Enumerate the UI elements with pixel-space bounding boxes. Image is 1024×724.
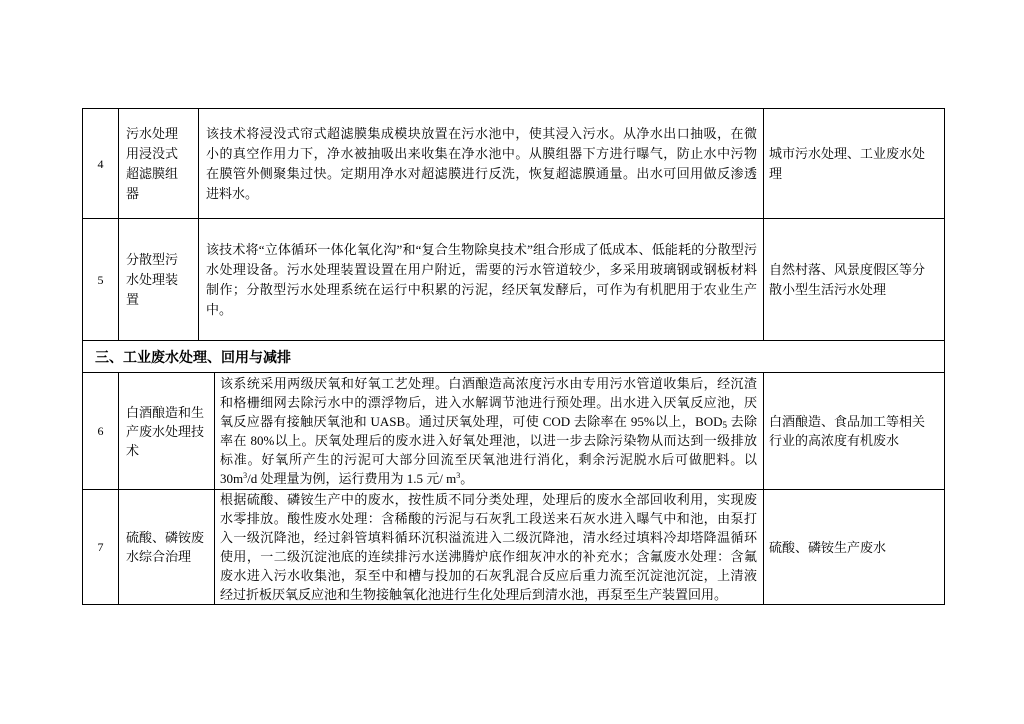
section-title: 三、工业废水处理、回用与减排 (95, 350, 291, 366)
application-line: 城市污水处理、工业废水处 (769, 145, 926, 161)
technology-name-line: 污水处理 (126, 125, 179, 141)
row-number-cell (82, 489, 119, 605)
technology-name-line: 水处理装 (126, 271, 179, 287)
application-line: 自然村落、风景度假区等分 (769, 261, 926, 277)
technology-name-line: 白酒酿造和生 (126, 404, 205, 420)
description-line: 该系统采用两级厌氧和好氧工艺处理。白酒酿造高浓度污水由专用污水管道收集后，经沉渣 (220, 376, 757, 391)
description-line: 该技术将浸没式帘式超滤膜集成模块放置在污水池中，使其浸入污水。从净水出口抽吸，在微 (206, 125, 757, 141)
application-line: 散小型生活污水处理 (769, 281, 887, 297)
application-line: 行业的高浓度有机废水 (769, 433, 900, 448)
technology-name-cell (118, 218, 199, 341)
description-line: 根据硫酸、磷铵生产中的废水，按性质不同分类处理，处理后的废水全部回收利用，实现废 (220, 492, 757, 507)
description-line: 该技术将“立体循环一体化氧化沟”和“复合生物除臭技术”组合形成了低成本、低能耗的分散型污 (206, 241, 757, 257)
row-number: 4 (97, 156, 104, 171)
application-line: 理 (769, 165, 783, 181)
application-cell (763, 372, 945, 490)
technology-name-cell (118, 108, 199, 219)
description-line: 水处理设备。污水处理装置设置在用户附近，需要的污水管道较少，多采用玻璃钢或钢板材料 (206, 261, 757, 277)
description-line: 水零排放。酸性废水处理：含稀酸的污泥与石灰乳工段送来石灰水进入曝气中和池，由泵打 (220, 511, 757, 526)
application-cell (763, 108, 945, 219)
description-line: 在膜管外侧聚集过快。定期用净水对超滤膜进行反洗，恢复超滤膜通量。出水可回用做反渗透 (206, 165, 757, 181)
description-cell (198, 108, 764, 219)
description-text: 去除 (727, 414, 757, 429)
description-text: 。 (460, 471, 474, 486)
technology-name-line: 水综合治理 (126, 549, 192, 564)
description-line: 制作；分散型污水处理系统在运行中积累的污泥，经厌氧发酵后，可作为有机肥用于农业生产 (206, 281, 757, 297)
description-cell (214, 489, 764, 605)
description-line: 使用，一二级沉淀池底的连续排污水送沸腾炉底作细灰冲水的补充水；含氟废水处理：含氟 (220, 549, 757, 564)
technology-name-line: 器 (126, 185, 140, 201)
description-text: 30m (220, 471, 244, 486)
row-number-cell (82, 108, 119, 219)
technology-name-line: 用浸没式 (126, 145, 179, 161)
technology-name-line: 术 (126, 442, 140, 458)
technology-name-line: 产废水处理技 (126, 423, 205, 439)
subscript: 5 (722, 420, 728, 430)
description-cell (214, 372, 764, 490)
row-number: 5 (97, 272, 104, 287)
superscript: 3 (243, 471, 248, 480)
description-text: /d 处理量为例，运行费用为 1.5 元/ m (247, 471, 457, 486)
description-line: 废水进入污水收集池，泵至中和槽与投加的石灰乳混合反应后重力流至沉淀池沉淀，上清液 (220, 568, 757, 583)
description-cell (198, 218, 764, 341)
technology-name-line: 硫酸、磷铵废 (126, 530, 205, 545)
technology-name-cell (118, 489, 215, 605)
row-number: 7 (97, 539, 104, 554)
row-number: 6 (97, 423, 104, 438)
application-line: 白酒酿造、食品加工等相关 (769, 414, 926, 429)
application-line: 硫酸、磷铵生产废水 (769, 539, 887, 555)
technology-name-cell (118, 372, 215, 490)
application-cell (763, 218, 945, 341)
technology-name-line: 超滤膜组 (126, 165, 179, 181)
description-line: 进料水。 (206, 185, 259, 201)
description-line: 入一级沉降池，经过斜管填料循环沉积溢流进入二级沉降池，清水经过填料冷却塔降温循环 (220, 530, 757, 545)
description-line: 中。 (206, 301, 233, 317)
description-line: 小的真空作用力下，净水被抽吸出来收集在净水池中。从膜组器下方进行曝气，防止水中污物 (206, 145, 757, 161)
technology-name-line: 分散型污 (126, 251, 179, 267)
application-cell (763, 489, 945, 605)
description-line: 经过折板厌氧反应池和生物接触氧化池进行生化处理后到清水池，再泵至生产装置回用。 (220, 587, 728, 602)
superscript: 3 (456, 471, 461, 480)
description-line: 和格栅细网去除污水中的漂浮物后，进入水解调节池进行预处理。出水进入厌氧反应池，厌 (220, 395, 757, 410)
description-line: 率在 80%以上。厌氧处理后的废水进入好氧处理池，以进一步去除污染物从而达到一级排放 (220, 433, 757, 448)
row-number-cell (82, 372, 119, 490)
description-line (220, 412, 757, 431)
description-line: 标准。好氧所产生的污泥可大部分回流至厌氧池进行消化，剩余污泥脱水后可做肥料。以 (220, 452, 757, 467)
technology-name-line: 置 (126, 291, 140, 307)
description-text: 氧反应器有接触厌氧池和 UASB。通过厌氧处理，可使 COD 去除率在 95%以上，BOD (220, 414, 723, 429)
section-header-row (82, 340, 945, 373)
description-line (220, 469, 757, 488)
row-number-cell (82, 218, 119, 341)
